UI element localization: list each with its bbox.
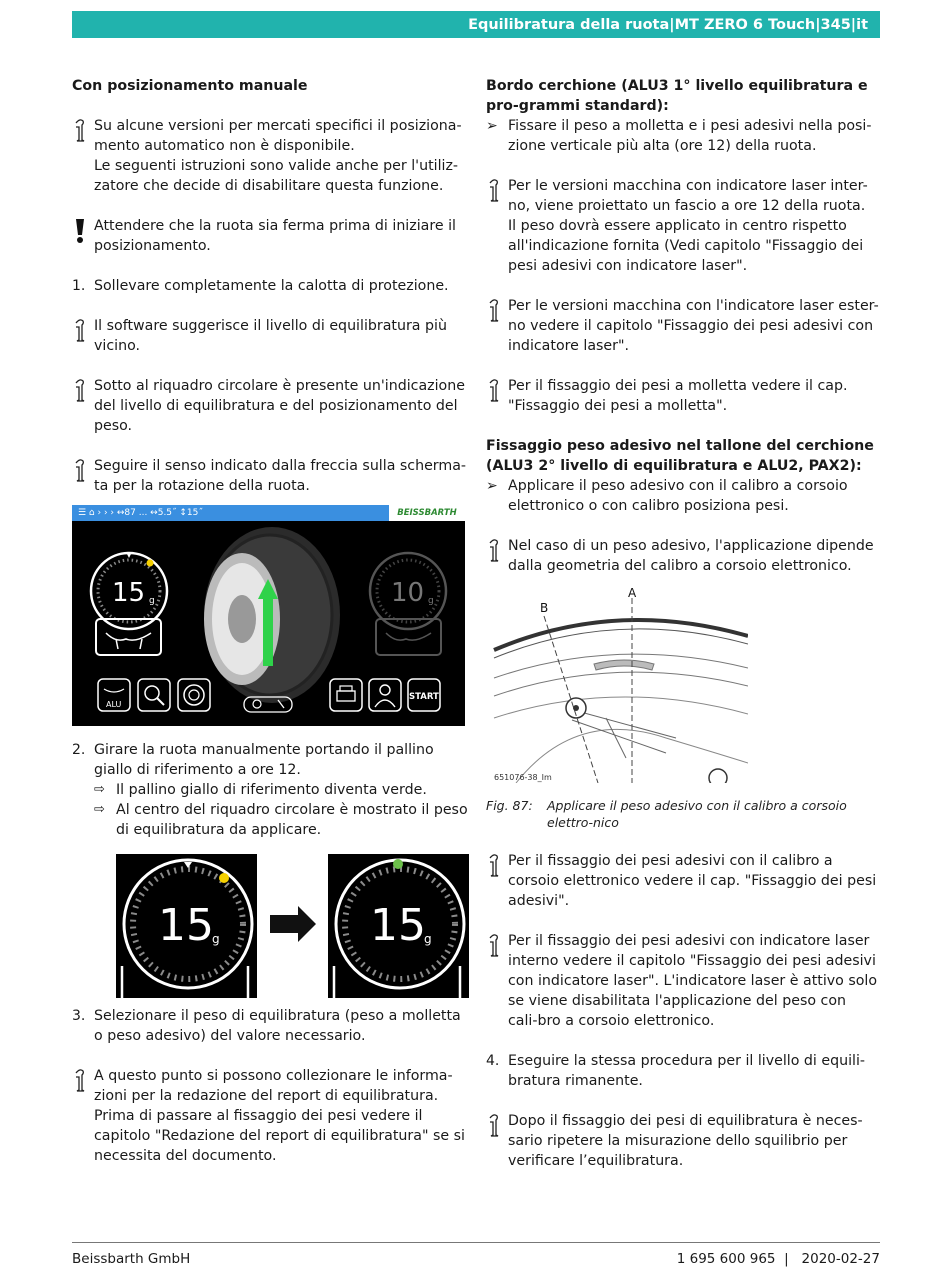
yellow-reference-dot (147, 560, 154, 567)
tablet-screenshot (72, 505, 465, 726)
info-note (486, 536, 880, 576)
header-page-number: 345 (820, 16, 851, 33)
figure-87 (486, 588, 742, 783)
info-note (486, 376, 880, 416)
tablet-breadcrumbs: ☰ ⌂ › › › ↔87 ... ↔5.5˝ ↕15˝ (78, 508, 203, 518)
dial-after-value: 15 (370, 900, 426, 951)
left-balance-dial (91, 553, 167, 655)
brand-logo: BEISSBARTH (389, 505, 465, 521)
action-item (486, 116, 880, 156)
action-item (486, 476, 880, 516)
section-heading-rim-edge: Bordo cerchione (ALU3 1° livello equilibratura e pro-grammi standard): (486, 78, 868, 114)
info-icon (486, 537, 502, 563)
info-icon (72, 1067, 88, 1093)
step-number: 2. (72, 742, 86, 758)
info-note (72, 116, 468, 196)
action-text: Applicare il peso adesivo con il calibro a corsoio elettronico o con calibro posiziona pesi. (508, 478, 848, 514)
step-item (72, 1006, 468, 1046)
footer-doc-code: 1 695 600 965 (676, 1251, 776, 1267)
note-text: Per il fissaggio dei pesi adesivi con indicatore laser interno vedere il capitolo "Fissaggio dei pesi adesivi con indicatore laser". L'indicatore laser è attivo solo se viene disabilitata l'applicazione del peso con cali-bro a corsoio elettronico. (508, 933, 878, 1029)
info-note (486, 296, 880, 356)
step-item (72, 740, 468, 840)
note-text: Per le versioni macchina con l'indicatore laser ester-no vedere il capitolo "Fissaggio dei pesi adesivi con indicatore laser". (508, 298, 879, 354)
dial-before-unit: g (212, 932, 220, 946)
figure-label-b: B (540, 601, 549, 615)
print-button[interactable] (330, 679, 362, 711)
section-heading-manual: Con posizionamento manuale (72, 78, 308, 94)
footer-company: Beissbarth GmbH (72, 1251, 191, 1267)
header-sep: | (850, 16, 857, 33)
action-text: Fissare il peso a molletta e i pesi adesivi nella posi-zione verticale più alta (ore 12) della ruota. (508, 118, 872, 154)
header-section: Equilibratura della ruota (468, 16, 670, 33)
wheel-search-button[interactable] (138, 679, 170, 711)
result-text: Al centro del riquadro circolare è mostrato il peso di equilibratura da applicare. (116, 802, 468, 838)
info-icon (486, 932, 502, 958)
note-text: Per il fissaggio dei pesi a molletta vedere il cap. "Fissaggio dei pesi a molletta". (508, 378, 848, 414)
info-icon (72, 317, 88, 343)
exclamation-icon (74, 218, 86, 244)
dial-before-graphic (116, 854, 257, 998)
right-column (486, 76, 880, 1171)
step-text: Girare la ruota manualmente portando il pallino giallo di riferimento a ore 12. (94, 742, 434, 778)
wheel-image (204, 527, 340, 703)
dial-after-unit: g (424, 932, 432, 946)
footer-sep: | (784, 1251, 789, 1267)
result-arrow-icon: ⇨ (94, 802, 105, 817)
header-language: it (856, 16, 868, 33)
footer-divider (72, 1242, 880, 1243)
result-item (94, 800, 468, 840)
header-sep: | (815, 16, 821, 33)
info-note (486, 176, 880, 276)
figure-label-a: A (628, 588, 637, 600)
info-icon (486, 1112, 502, 1138)
right-weight-unit: g (428, 596, 434, 606)
dial-before (116, 854, 257, 998)
start-button[interactable] (408, 679, 440, 711)
action-arrow-icon: ➢ (486, 478, 498, 494)
info-note (72, 316, 468, 356)
start-label: START (409, 692, 439, 702)
note-text: Le seguenti istruzioni sono valide anche per l'utiliz-zatore che decide di disabilitare questa funzione. (94, 158, 459, 194)
figure-code: 651076-38_Im (494, 773, 552, 782)
step-number: 3. (72, 1008, 86, 1024)
info-note (72, 1066, 468, 1166)
info-icon (486, 297, 502, 323)
info-icon (72, 457, 88, 483)
page-header (72, 11, 880, 38)
step-item (72, 276, 468, 296)
info-note (72, 376, 468, 436)
note-text: Per il fissaggio dei pesi adesivi con il calibro a corsoio elettronico vedere il cap. "Fissaggio dei pesi adesivi". (508, 853, 877, 909)
step-text: Eseguire la stessa procedura per il livello di equili-bratura rimanente. (508, 1053, 866, 1089)
step-number: 1. (72, 278, 86, 294)
info-icon (486, 377, 502, 403)
rim-button[interactable] (178, 679, 210, 711)
info-note (486, 851, 880, 911)
info-icon (486, 177, 502, 203)
info-note (486, 931, 880, 1031)
right-balance-dial (370, 553, 446, 655)
right-weight-value: 10 (391, 578, 425, 608)
footer-info (677, 1249, 880, 1269)
info-note (486, 1111, 880, 1171)
step-text: Selezionare il peso di equilibratura (peso a molletta o peso adesivo) del valore necessario. (94, 1008, 461, 1044)
info-icon (72, 117, 88, 143)
header-product: MT ZERO 6 Touch (674, 16, 816, 33)
result-text: Il pallino giallo di riferimento diventa verde. (116, 782, 427, 798)
result-item (94, 780, 468, 800)
figure-number: Fig. 87: (486, 798, 533, 813)
step-item (486, 1051, 880, 1091)
note-text: Su alcune versioni per mercati specifici il posiziona-mento automatico non è disponibile. (94, 118, 462, 154)
dial-comparison (116, 854, 469, 998)
left-weight-unit: g (149, 596, 155, 606)
rim-caliper-drawing (486, 588, 748, 783)
alu-label: ALU (106, 700, 122, 709)
dial-after (328, 854, 469, 998)
user-button[interactable] (369, 679, 401, 711)
figure-caption-text: Applicare il peso adesivo con il calibro a corsoio elettro-nico (547, 798, 847, 830)
dial-before-value: 15 (158, 900, 214, 951)
note-text: Attendere che la ruota sia ferma prima di iniziare il posizionamento. (94, 218, 456, 254)
note-text: Nel caso di un peso adesivo, l'applicazione dipende dalla geometria del calibro a corsoio elettronico. (508, 538, 874, 574)
left-column (72, 76, 468, 1166)
note-text: A questo punto si possono collezionare le informa-zioni per la redazione del report di equilibratura. (94, 1068, 453, 1104)
arrow-right-icon (268, 854, 318, 998)
alu-button[interactable] (98, 679, 130, 711)
note-text: Dopo il fissaggio dei pesi di equilibratura è neces-sario ripetere la misurazione dello squilibrio per verificare l’equilibratura. (508, 1113, 863, 1169)
info-icon (486, 852, 502, 878)
dial-after-graphic (328, 854, 469, 998)
header-sep: | (669, 16, 675, 33)
green-reference-dot (393, 859, 403, 869)
left-weight-value: 15 (112, 578, 146, 608)
info-icon (72, 377, 88, 403)
tablet-top-bar (72, 505, 465, 521)
section-heading-bead-weight: Fissaggio peso adesivo nel tallone del cerchione (ALU3 2° livello di equilibratura e ALU2, PAX2): (486, 438, 874, 474)
step-text: Sollevare completamente la calotta di protezione. (94, 278, 449, 294)
note-text: Per le versioni macchina con indicatore laser inter-no, viene proiettato un fascio a ore 12 della ruota. (508, 178, 868, 214)
yellow-reference-dot (219, 873, 229, 883)
note-text: Il software suggerisce il livello di equilibratura più vicino. (94, 318, 447, 354)
figure-caption (486, 797, 880, 831)
action-arrow-icon: ➢ (486, 118, 498, 134)
tablet-balancing-screen (72, 521, 465, 726)
footer-date: 2020-02-27 (801, 1251, 880, 1267)
result-arrow-icon: ⇨ (94, 782, 105, 797)
note-text: Seguire il senso indicato dalla freccia sulla scherma-ta per la rotazione della ruota. (94, 458, 467, 494)
note-text: Sotto al riquadro circolare è presente un'indicazione del livello di equilibratura e del posizionamento del peso. (94, 378, 465, 434)
step-number: 4. (486, 1053, 500, 1069)
info-note (72, 456, 468, 496)
note-text: Il peso dovrà essere applicato in centro rispetto all'indicazione fornita (Vedi capitolo "Fissaggio dei pesi adesivi con indicatore laser". (508, 218, 864, 274)
warning-note (72, 216, 468, 256)
note-text: Prima di passare al fissaggio dei pesi vedere il capitolo "Redazione del report di equilibratura" se si necessita del documento. (94, 1108, 465, 1164)
